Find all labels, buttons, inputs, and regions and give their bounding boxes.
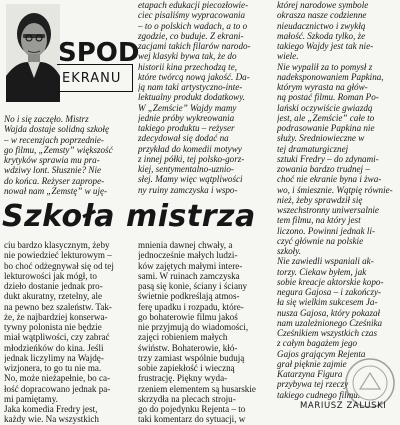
- text-line: przybywa tej rzeczy: [277, 379, 349, 390]
- text-line: wizjonera, to go tu nie ma.: [4, 363, 102, 373]
- text-line: wej klasyki bywa tak, że do: [138, 51, 237, 62]
- text-line: takiego produktu – reżyser: [138, 123, 235, 133]
- text-line: historii kina przechodzą te,: [138, 61, 238, 72]
- text-line: sztuki Fredry – do zdynami-: [277, 153, 379, 164]
- text-line: tej dramaturgicznej: [277, 143, 349, 154]
- text-line: zgodzie, co buduje. Z ekrani-: [138, 30, 244, 41]
- text-line: które twórcą nową jakość. Da-: [138, 71, 250, 82]
- author-photo: [6, 4, 60, 102]
- text-line: łość dopracowano jednak pa-: [4, 383, 111, 394]
- text-line: czyć głównie na polskie: [277, 235, 364, 246]
- text-line: kiej, sentymentalno-uznio-: [138, 164, 234, 174]
- text-line: świetnie podkreślają atmos-: [138, 291, 240, 302]
- text-line: pasą się konie, ściany i ściany: [138, 281, 248, 291]
- text-line: wdziwy lont. Słusznie? Nie: [4, 165, 102, 176]
- text-line: zacjami takich filarów narodo-: [138, 41, 251, 51]
- text-line: do końca. Reżyser zaprope-: [4, 175, 105, 186]
- text-line: wo, i śmiesznie. Wątpię równie-: [277, 184, 393, 195]
- text-line: torzy. Ciekaw byłem, jak: [277, 266, 367, 277]
- text-line: jednak liczylimy na Wajdę-: [4, 352, 104, 363]
- article-column-1-top: [4, 114, 131, 196]
- text-line: każdy wie. Na wszystkich: [4, 414, 99, 425]
- text-line: go do pojedynku Rejenta – to: [138, 404, 246, 414]
- text-line: miał wątpliwości, czy zabrać: [4, 332, 110, 343]
- text-line: mnienia dawnej chwały, a: [138, 240, 233, 250]
- text-line: ny ruiny zamczyska i wspo-: [138, 184, 238, 195]
- text-line: słej. Mamy więc wątpliwości: [138, 174, 243, 185]
- text-line: ków zajętych małymi intere-: [138, 260, 243, 271]
- text-line: W „Zemście” Wajdy mamy: [138, 102, 237, 113]
- text-line: że, że najbardziej konserwa-: [4, 311, 108, 322]
- text-line: nusza Gajosa, który pokazał: [277, 307, 381, 318]
- text-line: lekturowości jak mógł, to: [4, 270, 97, 281]
- text-line: szkoły.: [277, 246, 301, 256]
- text-line: podrasowanie Papkina nie: [277, 123, 375, 133]
- text-line: młodzieńków do kina. Jeśli: [4, 342, 104, 353]
- text-line: etapach edukacji piecozłowie-: [138, 0, 249, 10]
- column-title-line2: EKRANU: [62, 71, 122, 86]
- text-line: ła się wielkim sukcesem Ja-: [277, 297, 378, 308]
- text-line: tywny polonista nie będzie: [4, 322, 102, 332]
- article-column-1-bottom: [4, 240, 131, 425]
- text-line: zdecydował się dodać na: [138, 133, 229, 144]
- article-headline: Szkoła mistrza: [2, 199, 256, 234]
- text-line: No, może nieżapełnie, bo ca-: [4, 373, 111, 384]
- text-line: Nie wypalił za to pomysł z: [277, 61, 373, 72]
- text-line: trzy zamiast wspólnie budują: [138, 352, 245, 363]
- text-line: ną postać filmu. Roman Po-: [277, 92, 379, 103]
- text-line: go filmu, „Zemsty” większość: [4, 144, 113, 155]
- article-column-2-top: [138, 0, 270, 195]
- text-line: choć nie ekranie byna i żwa-: [277, 174, 382, 185]
- text-line: liczono. Powinni jednak li-: [277, 225, 375, 236]
- text-line: jednocześnie małych ludzi-: [138, 250, 238, 261]
- text-line: takiego Wajdy jest tak nie-: [277, 41, 374, 51]
- text-line: grał pięknie zajmie: [277, 358, 347, 369]
- text-line: którym wyrasta na głów-: [277, 82, 368, 92]
- text-line: nie przyjmują do wiadomości,: [138, 322, 249, 332]
- text-line: taki komentarz do sytuacji, w: [138, 414, 246, 425]
- text-line: świństw. Bohaterowie, kłó-: [138, 342, 238, 353]
- text-line: przykład do komedii motywy: [138, 143, 242, 154]
- text-line: mi pamiętamy.: [4, 393, 58, 404]
- text-line: służy. Sredniowieczne w: [277, 133, 365, 144]
- text-line: rzeniem elementem są husarskie: [138, 383, 256, 394]
- text-line: frustrację. Piękny wyda-: [138, 373, 228, 384]
- text-line: takiego cudnego filmu.: [277, 389, 361, 400]
- text-line: lański oczywiście gwiazdą: [277, 102, 373, 113]
- text-line: Jaka komedia Fredry jest,: [4, 404, 98, 414]
- text-line: małość. Szkoda tylko, że: [277, 30, 366, 41]
- text-line: Cześnikiem wszystkich czas: [277, 328, 378, 338]
- text-line: – w recenzjach poprzednie-: [4, 134, 104, 145]
- article-column-3: [277, 0, 398, 400]
- text-line: Gajos grającym Rejenta: [277, 348, 366, 359]
- text-line: skrzydła na plecach stroju-: [138, 393, 236, 404]
- text-line: nadeksponowaniem Papkina,: [277, 71, 384, 82]
- text-line: ferę upadku i rozpadu, które-: [138, 301, 244, 312]
- text-line: Wajda dostaje solidną szkołę: [4, 124, 109, 135]
- text-line: której narodowe symbole: [277, 0, 369, 10]
- text-line: bo choć odżegnywał się od tej: [4, 260, 114, 271]
- text-line: okrasza nasze codzienne: [277, 10, 367, 21]
- text-line: z innej półki, tej polsko-gorz-: [138, 153, 245, 164]
- author-byline: MARIUSZ ZALUSKI: [300, 401, 387, 411]
- text-line: jednie próby wykreowania: [138, 112, 235, 123]
- text-line: go bohaterowie filmu jakoś: [138, 311, 238, 322]
- text-line: zowania bardzo trudnej –: [277, 164, 370, 174]
- text-line: ciec pisaliśmy wypracowania: [138, 10, 246, 21]
- text-line: nież, żeby sprawdził się: [277, 194, 363, 205]
- text-line: nował nam „Zemstę” w uję-: [4, 185, 108, 196]
- text-line: dzieło dostanie jednak pro-: [4, 281, 103, 291]
- text-line: nie powiedzieć lekturowym –: [4, 250, 112, 261]
- text-line: sami. W ruinach zamczyska: [138, 270, 240, 281]
- text-line: zajęci robieniem małych: [138, 332, 228, 343]
- text-line: sobie kreacje aktorskie kopo-: [277, 276, 384, 287]
- text-line: tem filmu, na który jest: [277, 215, 361, 226]
- column-title-line1: SPOD: [58, 38, 140, 68]
- text-line: dukt akuratny, rzetelny, ale: [4, 291, 103, 302]
- text-line: wszechstronny uniwersalnie: [277, 205, 379, 215]
- text-line: krytyków sprawia mu pra-: [4, 155, 100, 165]
- text-line: wiele.: [277, 51, 299, 62]
- text-line: ciu bardzo klasycznym, żeby: [4, 240, 110, 250]
- text-line: nieudacznictwo i zwykłą: [277, 20, 366, 31]
- text-line: – to o polskich wadach, a to o: [138, 20, 248, 31]
- column-masthead: [0, 0, 140, 110]
- text-line: jest, ale „Zemście” całe to: [277, 112, 375, 123]
- article-column-2-bottom: [138, 240, 270, 425]
- text-line: lektualny produkt dodatkowy.: [138, 92, 245, 103]
- text-line: z całym bagażem jego: [277, 338, 358, 349]
- text-line: na pewno bez szaleństw. Tak-: [4, 301, 112, 312]
- text-line: No i się zaczęło. Mistrz: [4, 114, 89, 124]
- text-line: Katarzyna Figura: [277, 369, 343, 379]
- text-line: negura Gajosa – i zakończy-: [277, 287, 382, 297]
- text-line: sobie zapiekłość i wieczną: [138, 363, 235, 373]
- text-line: Nie zawiedli wspaniali ak-: [277, 256, 374, 267]
- text-line: ją nam taki artystyczno-inte-: [138, 82, 243, 92]
- text-line: nam uzależnionego Cześnika: [277, 317, 383, 328]
